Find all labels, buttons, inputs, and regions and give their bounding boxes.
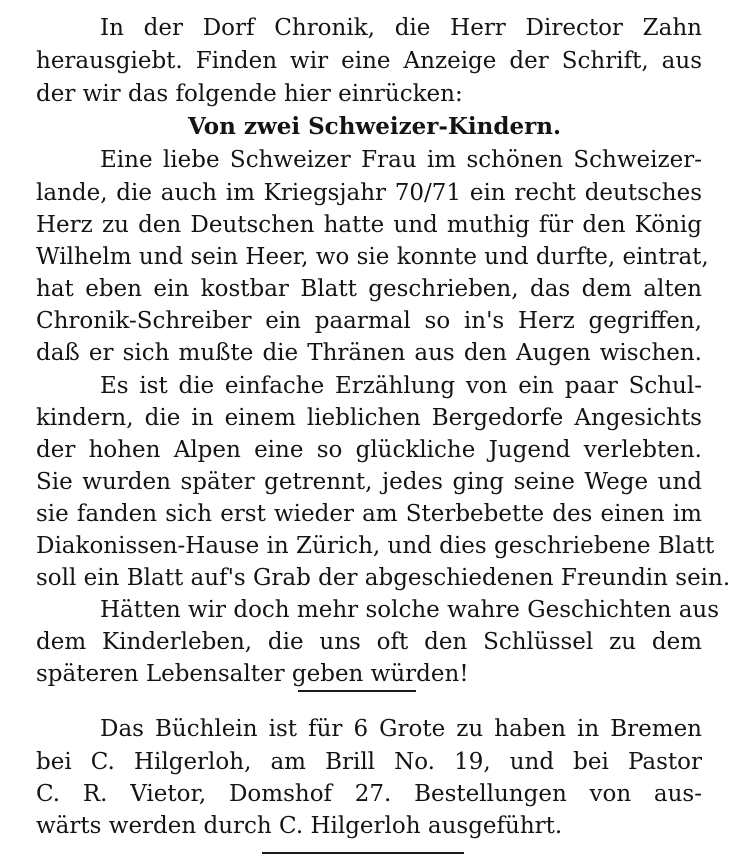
paragraph2-line-2: kindern, die in einem lieblichen Bergedorfe Angesichts [36, 405, 702, 431]
paragraph2-line-4: Sie wurden später getrennt, jedes ging seine Wege und [36, 469, 702, 495]
intro-line-1: In der Dorf Chronik, die Herr Director Zahn [100, 15, 702, 41]
paragraph3-line-1: Hätten wir doch mehr solche wahre Geschichten aus [100, 597, 720, 623]
paragraph1-line-4: Wilhelm und sein Heer, wo sie konnte und durfte, eintrat, [36, 244, 709, 270]
paragraph3-line-3: späteren Lebensalter geben würden! [36, 661, 469, 687]
separator-rule [298, 690, 416, 692]
intro-line-2: herausgiebt. Finden wir eine Anzeige der Schrift, aus [36, 48, 702, 74]
paragraph2-line-5: sie fanden sich erst wieder am Sterbebette des einen im [36, 501, 702, 527]
paragraph1-line-1: Eine liebe Schweizer Frau im schönen Schweizer- [100, 147, 702, 173]
paragraph3-line-2: dem Kinderleben, die uns oft den Schlüssel zu dem [36, 629, 702, 655]
paragraph2-line-1: Es ist die einfache Erzählung von ein paar Schul- [100, 373, 702, 399]
paragraph1-line-7: daß er sich mußte die Thränen aus den Augen wischen. [36, 340, 702, 366]
intro-line-3: der wir das folgende hier einrücken: [36, 81, 463, 107]
paragraph1-line-3: Herz zu den Deutschen hatte und muthig für den König [36, 212, 702, 238]
bottom-rule [262, 852, 464, 854]
paragraph2-line-6: Diakonissen-Hause in Zürich, und dies geschriebene Blatt [36, 533, 715, 559]
paragraph1-line-5: hat eben ein kostbar Blatt geschrieben, das dem alten [36, 276, 702, 302]
paragraph2-line-3: der hohen Alpen eine so glückliche Jugend verlebten. [36, 437, 702, 463]
notice-line-3: C. R. Vietor, Domshof 27. Bestellungen von aus- [36, 781, 702, 807]
notice-line-1: Das Büchlein ist für 6 Grote zu haben in Bremen [100, 716, 702, 742]
notice-line-2: bei C. Hilgerloh, am Brill No. 19, und bei Pastor [36, 749, 702, 775]
notice-line-4: wärts werden durch C. Hilgerloh ausgeführt. [36, 813, 563, 839]
paragraph1-line-6: Chronik-Schreiber ein paarmal so in's Herz gegriffen, [36, 308, 702, 334]
paragraph2-line-7: soll ein Blatt auf's Grab der abgeschiedenen Freundin sein. [36, 565, 731, 591]
paragraph1-line-2: lande, die auch im Kriegsjahr 70/71 ein recht deutsches [36, 180, 702, 206]
article-heading: Von zwei Schweizer-Kindern. [188, 113, 561, 140]
